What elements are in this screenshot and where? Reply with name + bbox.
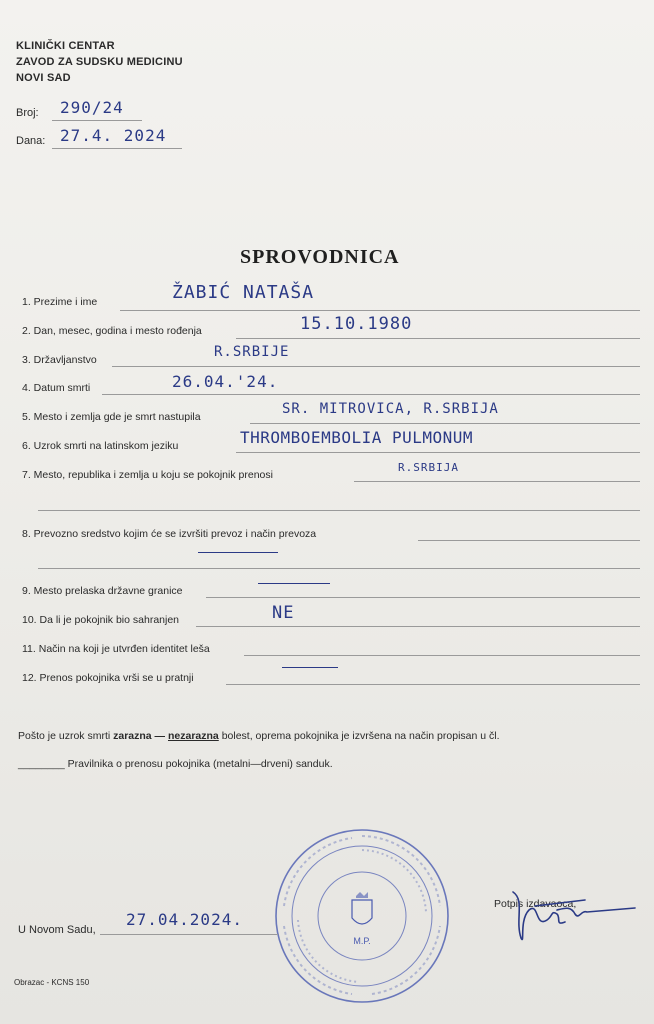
field-10-line xyxy=(196,626,640,627)
field-7-line-2 xyxy=(38,510,640,511)
field-7-label: 7. Mesto, republika i zemlja u koju se pokojnik prenosi xyxy=(22,469,273,481)
field-2-line xyxy=(236,338,640,339)
field-1-label: 1. Prezime i ime xyxy=(22,296,98,308)
paragraph-text-3: Pravilnika o prenosu pokojnika (metalni—drveni) sanduk. xyxy=(67,758,333,770)
stamp-mp-label: M.P. xyxy=(353,936,371,946)
paragraph-text-1: Pošto je uzrok smrti xyxy=(18,730,111,742)
official-stamp xyxy=(272,826,452,1006)
header-city: NOVI SAD xyxy=(16,72,71,84)
dana-value: 27.4. 2024 xyxy=(60,126,167,145)
field-7-line xyxy=(354,481,640,482)
paragraph-blank: ________ xyxy=(18,758,65,770)
paragraph-text-2: bolest, oprema pokojnika je izvršena na način propisan u čl. xyxy=(221,730,500,742)
place-label: U Novom Sadu, xyxy=(18,924,96,936)
broj-line xyxy=(52,120,142,121)
form-code: Obrazac - KCNS 150 xyxy=(14,978,90,987)
field-3-label: 3. Državljanstvo xyxy=(22,354,97,366)
field-10-value: NE xyxy=(272,603,295,623)
field-6-label: 6. Uzrok smrti na latinskom jeziku xyxy=(22,440,179,452)
field-4-value: 26.04.'24. xyxy=(172,372,279,391)
field-8-line-2 xyxy=(38,568,640,569)
field-9-line xyxy=(206,597,640,598)
paragraph-nezarazna: nezarazna xyxy=(167,730,219,742)
paragraph-zarazna: zarazna — xyxy=(113,730,166,742)
place-date: 27.04.2024. xyxy=(126,910,243,929)
field-12-dash xyxy=(282,667,338,668)
field-4-label: 4. Datum smrti xyxy=(22,382,91,394)
dana-label: Dana: xyxy=(16,135,46,147)
field-7-value: R.SRBIJA xyxy=(398,461,459,474)
field-12-line xyxy=(226,684,640,685)
disease-paragraph xyxy=(18,722,638,778)
field-5-line xyxy=(250,423,640,424)
field-3-line xyxy=(112,366,640,367)
place-line xyxy=(100,934,278,935)
field-8-line xyxy=(418,540,640,541)
field-6-line xyxy=(236,452,640,453)
field-11-line xyxy=(244,655,640,656)
field-2-value: 15.10.1980 xyxy=(300,314,413,334)
signature-scribble xyxy=(495,880,645,950)
field-11-label: 11. Način na koji je utvrđen identitet leša xyxy=(22,643,210,655)
field-5-label: 5. Mesto i zemlja gde je smrt nastupila xyxy=(22,411,201,423)
field-8-label: 8. Prevozno sredstvo kojim će se izvršiti prevoz i način prevoza xyxy=(22,528,317,540)
broj-label: Broj: xyxy=(16,107,39,119)
field-1-line xyxy=(120,310,640,311)
field-1-value: ŽABIĆ NATAŠA xyxy=(172,282,315,303)
header-department: ZAVOD ZA SUDSKU MEDICINU xyxy=(16,56,183,68)
dana-line xyxy=(52,148,182,149)
field-12-label: 12. Prenos pokojnika vrši se u pratnji xyxy=(22,672,194,684)
field-9-dash xyxy=(258,583,330,584)
field-2-label: 2. Dan, mesec, godina i mesto rođenja xyxy=(22,325,202,337)
broj-value: 290/24 xyxy=(60,98,124,117)
field-6-value: THROMBOEMBOLIA PULMONUM xyxy=(240,428,474,447)
field-3-value: R.SRBIJE xyxy=(214,344,290,360)
field-5-value: SR. MITROVICA, R.SRBIJA xyxy=(282,401,499,417)
field-9-label: 9. Mesto prelaska državne granice xyxy=(22,585,183,597)
field-10-label: 10. Da li je pokojnik bio sahranjen xyxy=(22,614,180,626)
field-4-line xyxy=(102,394,640,395)
header-institution: KLINIČKI CENTAR xyxy=(16,40,115,52)
coat-of-arms-icon xyxy=(352,900,372,924)
field-8-dash xyxy=(198,552,278,553)
signature-label: Potpis izdavaoca, xyxy=(494,898,577,910)
document-title: SPROVODNICA xyxy=(240,246,400,268)
